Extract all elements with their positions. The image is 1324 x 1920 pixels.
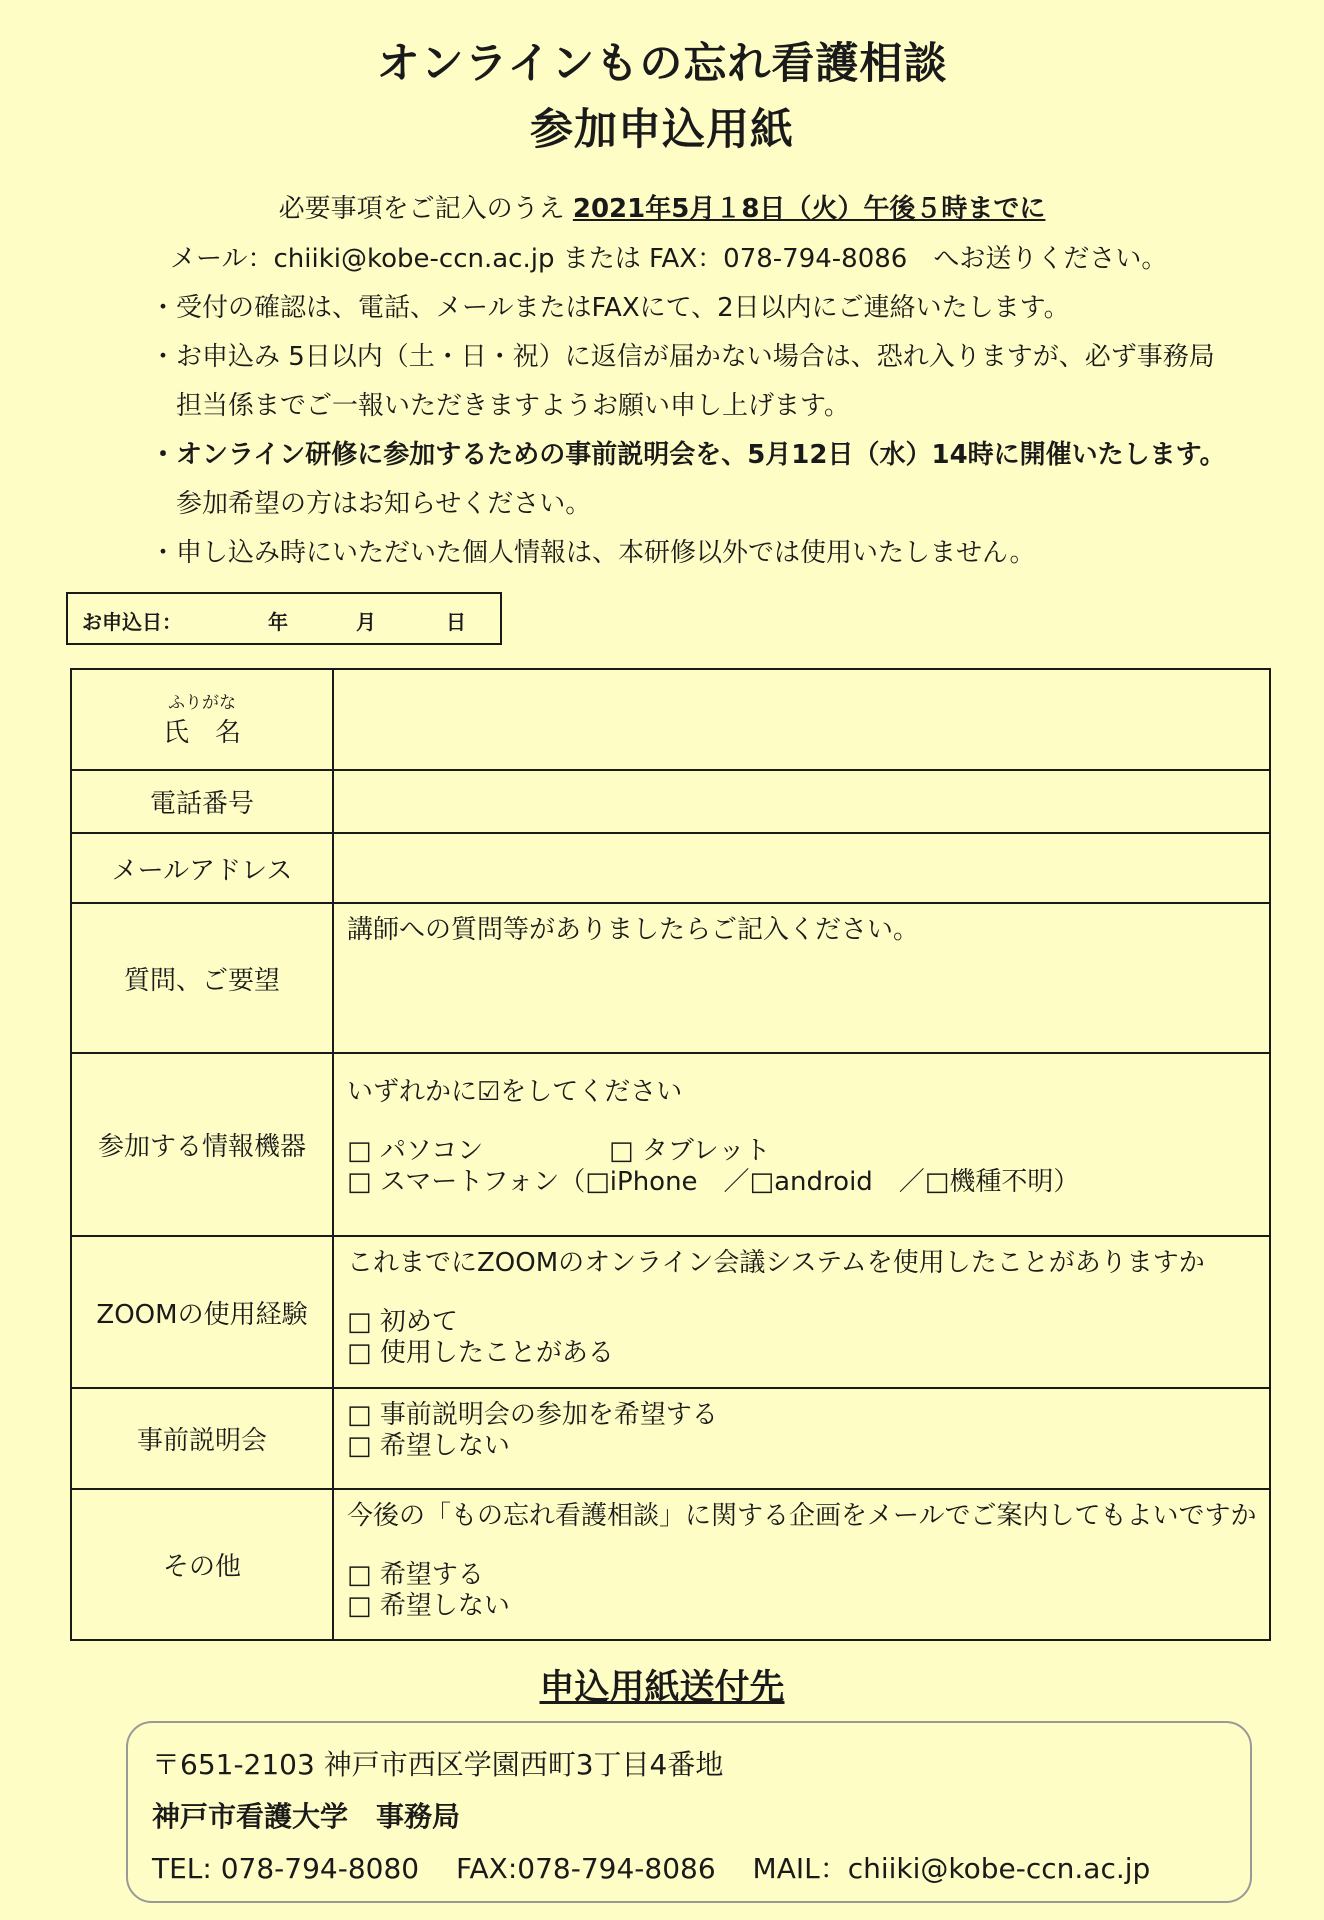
phone-label: 電話番号 (71, 770, 333, 833)
question-hint: 講師への質問等がありましたらご記入ください。 (347, 915, 920, 945)
checkbox-zoom-first-time[interactable]: □ 初めて (347, 1307, 458, 1337)
email-label: メールアドレス (71, 833, 333, 903)
row-other (71, 1489, 1270, 1640)
application-date-label: お申込日： (82, 610, 182, 634)
zoom-hint: これまでにZOOMのオンライン会議システムを使用したことがありますか (347, 1248, 1205, 1278)
application-date-box[interactable] (66, 592, 502, 645)
device-hint: いずれかに☑をしてください (347, 1077, 683, 1107)
deadline: 2021年5月１8日（火）午後５時までに (572, 194, 1046, 224)
destination-organization: 神戸市看護大学 事務局 (152, 1800, 461, 1833)
note-privacy: ・申し込み時にいただいた個人情報は、本研修以外では使用いたしません。 (150, 538, 1036, 568)
zoom-label: ZOOMの使用経験 (71, 1236, 333, 1388)
other-field (333, 1489, 1270, 1640)
question-field[interactable] (333, 903, 1270, 1053)
note-no-reply-1: ・お申込み 5日以内（土・日・祝）に返信が届かない場合は、恐れ入りますが、必ず事務局 (150, 342, 1215, 372)
submission-instruction (0, 188, 1324, 225)
application-form-table (70, 668, 1271, 1641)
note-briefing-2: 参加希望の方はお知らせください。 (176, 489, 592, 519)
name-field[interactable] (333, 669, 1270, 770)
row-email (71, 833, 1270, 903)
checkbox-other-no[interactable]: □ 希望しない (347, 1591, 510, 1621)
checkbox-briefing-attend[interactable]: □ 事前説明会の参加を希望する (347, 1400, 718, 1430)
email-field[interactable] (333, 833, 1270, 903)
send-to-line: メール：chiiki@kobe-ccn.ac.jp または FAX：078-794-8086 へお送りください。 (170, 244, 1168, 274)
date-day-label: 日 (446, 610, 466, 634)
destination-contact: TEL: 078-794-8080 FAX:078-794-8086 MAIL：chiiki@kobe-ccn.ac.jp (152, 1852, 1151, 1885)
note-briefing-1: ・オンライン研修に参加するための事前説明会を、5月12日（水）14時に開催いたします。 (150, 440, 1226, 470)
row-question (71, 903, 1270, 1053)
checkbox-briefing-decline[interactable]: □ 希望しない (347, 1431, 510, 1461)
other-label: その他 (71, 1489, 333, 1640)
checkbox-other-yes[interactable]: □ 希望する (347, 1560, 484, 1590)
name-ruby: ふりがな (168, 693, 236, 713)
date-year-label: 年 (268, 610, 288, 634)
name-label-cell (71, 669, 333, 770)
instruction-prefix: 必要事項をご記入のうえ (278, 194, 573, 224)
question-label: 質問、ご要望 (71, 903, 333, 1053)
date-month-label: 月 (356, 610, 376, 634)
form-title: オンラインもの忘れ看護相談 (376, 39, 948, 89)
checkbox-zoom-used-before[interactable]: □ 使用したことがある (347, 1338, 614, 1368)
row-device (71, 1053, 1270, 1236)
row-name (71, 669, 1270, 770)
destination-box (126, 1721, 1252, 1903)
checkbox-pc[interactable]: □ パソコン (347, 1136, 484, 1166)
checkbox-smartphone[interactable]: □ スマートフォン（□iPhone ／□android ／□機種不明） (347, 1167, 1080, 1197)
row-zoom (71, 1236, 1270, 1388)
other-hint: 今後の「もの忘れ看護相談」に関する企画をメールでご案内してもよいですか (347, 1501, 1257, 1531)
phone-field[interactable] (333, 770, 1270, 833)
destination-address: 〒651-2103 神戸市西区学園西町3丁目4番地 (152, 1748, 724, 1781)
device-field (333, 1053, 1270, 1236)
row-briefing (71, 1388, 1270, 1489)
zoom-field (333, 1236, 1270, 1388)
form-subtitle: 参加申込用紙 (530, 105, 794, 155)
checkbox-tablet[interactable]: □ タブレット (609, 1136, 771, 1166)
briefing-field (333, 1388, 1270, 1489)
briefing-label: 事前説明会 (71, 1388, 333, 1489)
device-label: 参加する情報機器 (71, 1053, 333, 1236)
name-label: 氏 名 (162, 718, 241, 748)
note-confirmation: ・受付の確認は、電話、メールまたはFAXにて、2日以内にご連絡いたします。 (150, 293, 1070, 323)
note-no-reply-2: 担当係までご一報いただきますようお願い申し上げます。 (176, 391, 850, 421)
destination-heading: 申込用紙送付先 (539, 1668, 785, 1708)
row-phone (71, 770, 1270, 833)
